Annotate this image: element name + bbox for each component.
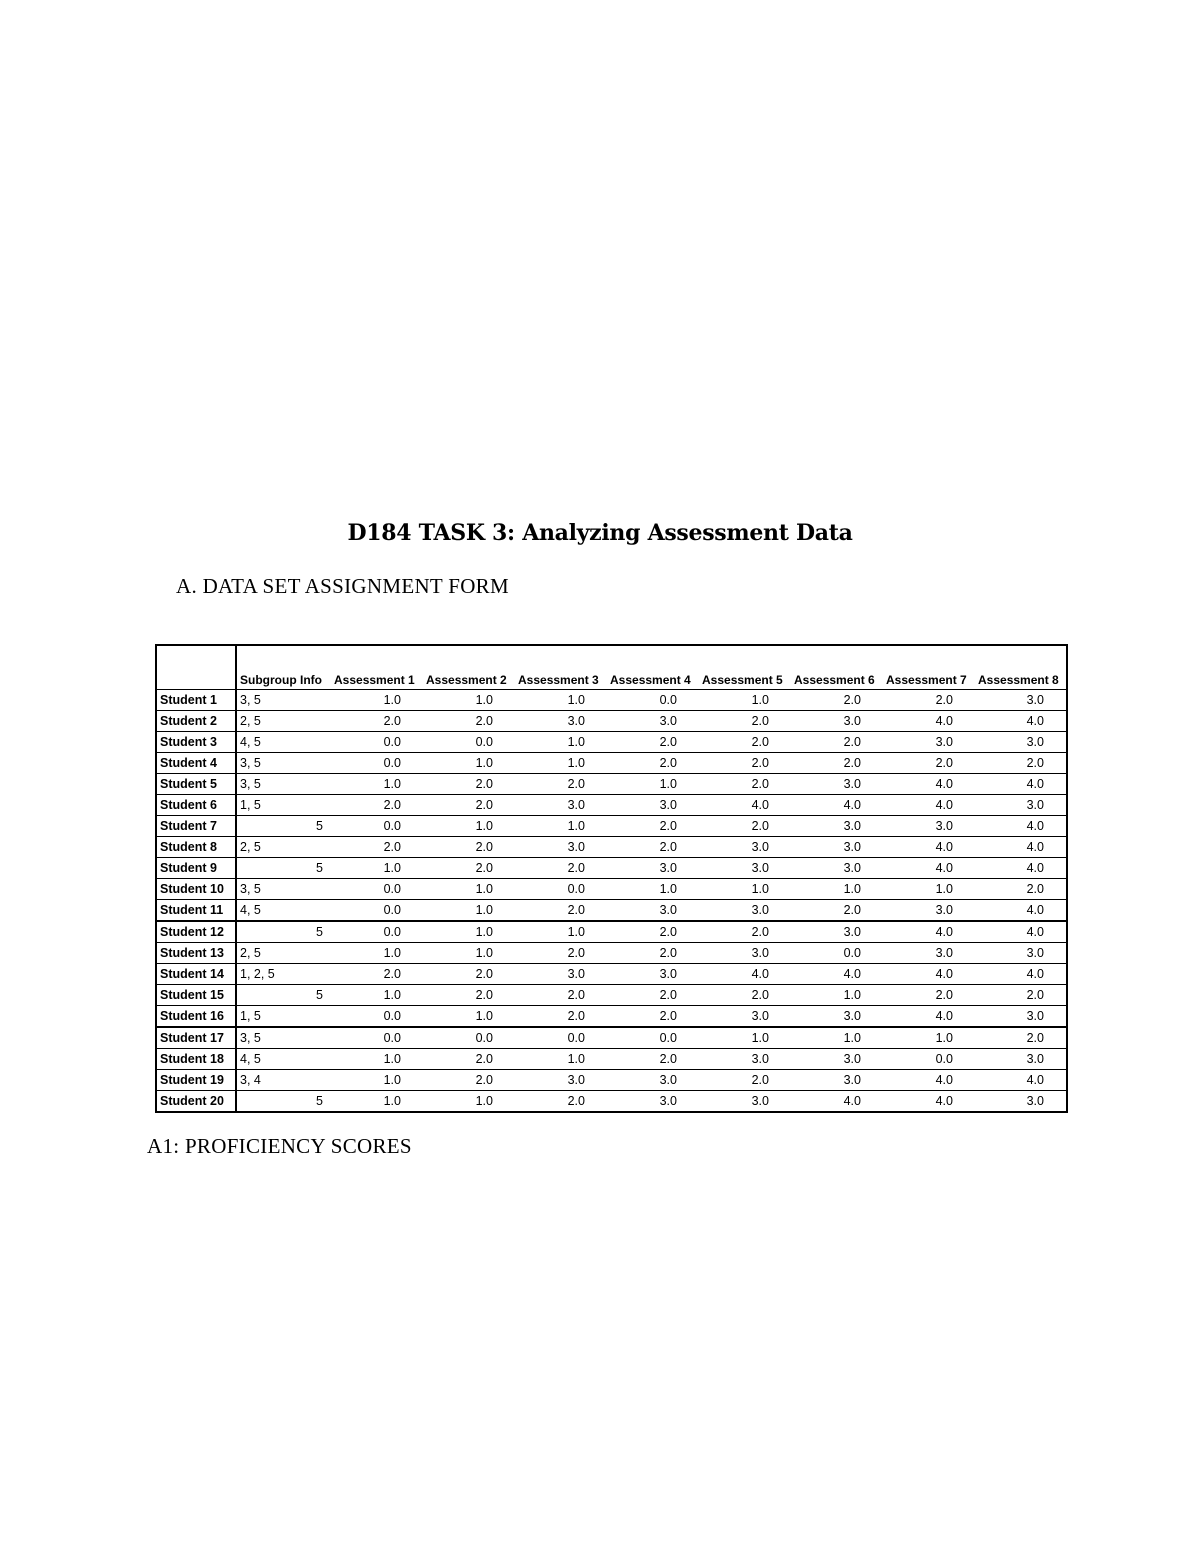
section-heading-data-set: A. DATA SET ASSIGNMENT FORM — [176, 574, 509, 598]
student-name-cell: Student 3 — [156, 732, 236, 753]
column-header: Assessment 3 — [515, 645, 607, 690]
score-cell: 1.0 — [331, 1070, 423, 1091]
score-cell: 2.0 — [607, 921, 699, 943]
table-row — [156, 711, 1067, 732]
score-cell: 0.0 — [331, 879, 423, 900]
column-header: Assessment 8 — [975, 645, 1067, 690]
column-header: Assessment 1 — [331, 645, 423, 690]
score-cell: 1.0 — [515, 816, 607, 837]
score-cell: 3.0 — [975, 690, 1067, 711]
score-cell: 3.0 — [699, 900, 791, 922]
score-cell: 2.0 — [423, 837, 515, 858]
score-cell: 2.0 — [607, 732, 699, 753]
score-cell: 1.0 — [331, 943, 423, 964]
table-row — [156, 964, 1067, 985]
score-cell: 3.0 — [699, 858, 791, 879]
score-cell: 3.0 — [975, 1006, 1067, 1028]
score-cell: 4.0 — [975, 816, 1067, 837]
score-cell: 3.0 — [791, 711, 883, 732]
student-name-cell: Student 8 — [156, 837, 236, 858]
score-cell: 2.0 — [423, 985, 515, 1006]
score-cell: 1.0 — [331, 858, 423, 879]
score-cell: 2.0 — [699, 774, 791, 795]
score-cell: 3.0 — [975, 1091, 1067, 1113]
student-name-cell: Student 19 — [156, 1070, 236, 1091]
score-cell: 0.0 — [607, 1027, 699, 1049]
table-row — [156, 774, 1067, 795]
student-name-cell: Student 11 — [156, 900, 236, 922]
score-cell: 1.0 — [699, 879, 791, 900]
table-row — [156, 985, 1067, 1006]
score-cell: 1.0 — [331, 774, 423, 795]
score-cell: 3.0 — [791, 1070, 883, 1091]
score-cell: 2.0 — [423, 858, 515, 879]
score-cell: 4.0 — [975, 900, 1067, 922]
score-cell: 2.0 — [975, 753, 1067, 774]
score-cell: 3.0 — [791, 816, 883, 837]
score-cell: 4.0 — [699, 964, 791, 985]
student-name-cell: Student 10 — [156, 879, 236, 900]
score-cell: 4.0 — [883, 774, 975, 795]
score-cell: 3.0 — [699, 1049, 791, 1070]
score-cell: 2.0 — [883, 753, 975, 774]
subgroup-cell: 3, 5 — [236, 879, 331, 900]
score-cell: 1.0 — [423, 1091, 515, 1113]
score-cell: 3.0 — [883, 900, 975, 922]
student-name-cell: Student 17 — [156, 1027, 236, 1049]
score-cell: 1.0 — [331, 690, 423, 711]
score-cell: 0.0 — [883, 1049, 975, 1070]
score-cell: 2.0 — [607, 1049, 699, 1070]
score-cell: 3.0 — [975, 732, 1067, 753]
score-cell: 1.0 — [423, 921, 515, 943]
score-cell: 2.0 — [331, 837, 423, 858]
score-cell: 1.0 — [423, 816, 515, 837]
score-cell: 3.0 — [607, 1070, 699, 1091]
score-cell: 2.0 — [791, 753, 883, 774]
score-cell: 3.0 — [791, 837, 883, 858]
score-cell: 4.0 — [883, 964, 975, 985]
score-cell: 1.0 — [515, 732, 607, 753]
score-cell: 2.0 — [331, 711, 423, 732]
subgroup-cell: 2, 5 — [236, 711, 331, 732]
score-cell: 0.0 — [331, 732, 423, 753]
table-row — [156, 1027, 1067, 1049]
score-cell: 3.0 — [699, 943, 791, 964]
score-cell: 4.0 — [699, 795, 791, 816]
score-cell: 4.0 — [975, 711, 1067, 732]
score-cell: 2.0 — [699, 732, 791, 753]
score-cell: 4.0 — [883, 858, 975, 879]
score-cell: 1.0 — [331, 1091, 423, 1113]
score-cell: 3.0 — [515, 964, 607, 985]
score-cell: 1.0 — [791, 879, 883, 900]
score-cell: 3.0 — [699, 1091, 791, 1113]
table-row — [156, 858, 1067, 879]
score-cell: 3.0 — [607, 1091, 699, 1113]
score-cell: 2.0 — [607, 1006, 699, 1028]
student-name-cell: Student 14 — [156, 964, 236, 985]
assessment-data-table — [155, 644, 1068, 1113]
table-row — [156, 816, 1067, 837]
table-header-row — [156, 645, 1067, 690]
score-cell: 3.0 — [607, 711, 699, 732]
subgroup-cell: 5 — [236, 921, 331, 943]
table-row — [156, 1006, 1067, 1028]
score-cell: 3.0 — [791, 1049, 883, 1070]
score-cell: 3.0 — [883, 816, 975, 837]
subgroup-cell: 3, 5 — [236, 1027, 331, 1049]
column-header: Subgroup Info — [236, 645, 331, 690]
score-cell: 2.0 — [883, 985, 975, 1006]
score-cell: 1.0 — [515, 1049, 607, 1070]
table-row — [156, 879, 1067, 900]
table-row — [156, 1091, 1067, 1113]
score-cell: 3.0 — [791, 921, 883, 943]
score-cell: 4.0 — [883, 711, 975, 732]
score-cell: 2.0 — [423, 795, 515, 816]
student-name-cell: Student 5 — [156, 774, 236, 795]
score-cell: 0.0 — [331, 753, 423, 774]
score-cell: 0.0 — [331, 921, 423, 943]
student-name-cell: Student 7 — [156, 816, 236, 837]
score-cell: 3.0 — [699, 837, 791, 858]
score-cell: 2.0 — [331, 964, 423, 985]
table-row — [156, 732, 1067, 753]
score-cell: 4.0 — [975, 964, 1067, 985]
column-header: Assessment 4 — [607, 645, 699, 690]
column-header: Assessment 6 — [791, 645, 883, 690]
score-cell: 1.0 — [515, 921, 607, 943]
score-cell: 2.0 — [699, 711, 791, 732]
score-cell: 2.0 — [607, 816, 699, 837]
subgroup-cell: 3, 5 — [236, 690, 331, 711]
score-cell: 4.0 — [791, 795, 883, 816]
score-cell: 2.0 — [423, 964, 515, 985]
score-cell: 3.0 — [699, 1006, 791, 1028]
score-cell: 1.0 — [699, 1027, 791, 1049]
score-cell: 2.0 — [515, 985, 607, 1006]
score-cell: 1.0 — [423, 690, 515, 711]
table-row — [156, 753, 1067, 774]
score-cell: 2.0 — [423, 711, 515, 732]
score-cell: 2.0 — [515, 943, 607, 964]
score-cell: 4.0 — [883, 1070, 975, 1091]
score-cell: 2.0 — [699, 816, 791, 837]
score-cell: 2.0 — [607, 753, 699, 774]
score-cell: 2.0 — [607, 985, 699, 1006]
student-name-cell: Student 2 — [156, 711, 236, 732]
student-name-cell: Student 18 — [156, 1049, 236, 1070]
score-cell: 2.0 — [699, 921, 791, 943]
score-cell: 0.0 — [607, 690, 699, 711]
score-cell: 2.0 — [975, 1027, 1067, 1049]
table-row — [156, 837, 1067, 858]
table-row — [156, 900, 1067, 922]
student-name-cell: Student 6 — [156, 795, 236, 816]
score-cell: 3.0 — [883, 732, 975, 753]
column-header: Assessment 5 — [699, 645, 791, 690]
score-cell: 2.0 — [791, 732, 883, 753]
student-name-cell: Student 1 — [156, 690, 236, 711]
score-cell: 0.0 — [331, 1027, 423, 1049]
score-cell: 1.0 — [423, 943, 515, 964]
score-cell: 3.0 — [515, 795, 607, 816]
score-cell: 4.0 — [883, 795, 975, 816]
score-cell: 3.0 — [607, 900, 699, 922]
subgroup-cell: 5 — [236, 985, 331, 1006]
score-cell: 4.0 — [975, 1070, 1067, 1091]
subgroup-cell: 5 — [236, 1091, 331, 1113]
score-cell: 2.0 — [515, 1091, 607, 1113]
score-cell: 1.0 — [515, 690, 607, 711]
score-cell: 2.0 — [883, 690, 975, 711]
score-cell: 0.0 — [331, 816, 423, 837]
score-cell: 2.0 — [699, 1070, 791, 1091]
column-header: Assessment 2 — [423, 645, 515, 690]
score-cell: 3.0 — [975, 1049, 1067, 1070]
score-cell: 0.0 — [331, 1006, 423, 1028]
score-cell: 4.0 — [791, 1091, 883, 1113]
subgroup-cell: 1, 2, 5 — [236, 964, 331, 985]
column-header: Assessment 7 — [883, 645, 975, 690]
score-cell: 0.0 — [423, 1027, 515, 1049]
subgroup-cell: 2, 5 — [236, 943, 331, 964]
score-cell: 2.0 — [975, 985, 1067, 1006]
score-cell: 0.0 — [515, 879, 607, 900]
score-cell: 1.0 — [423, 900, 515, 922]
score-cell: 2.0 — [331, 795, 423, 816]
score-cell: 2.0 — [423, 1049, 515, 1070]
score-cell: 3.0 — [791, 858, 883, 879]
score-cell: 0.0 — [515, 1027, 607, 1049]
score-cell: 3.0 — [515, 711, 607, 732]
score-cell: 1.0 — [607, 774, 699, 795]
score-cell: 2.0 — [699, 985, 791, 1006]
score-cell: 4.0 — [975, 774, 1067, 795]
score-cell: 1.0 — [423, 879, 515, 900]
student-name-cell: Student 15 — [156, 985, 236, 1006]
score-cell: 0.0 — [791, 943, 883, 964]
score-cell: 3.0 — [607, 858, 699, 879]
score-cell: 1.0 — [331, 1049, 423, 1070]
score-cell: 3.0 — [515, 1070, 607, 1091]
score-cell: 2.0 — [515, 858, 607, 879]
score-cell: 4.0 — [975, 837, 1067, 858]
student-name-cell: Student 13 — [156, 943, 236, 964]
table-row — [156, 690, 1067, 711]
score-cell: 4.0 — [791, 964, 883, 985]
score-cell: 1.0 — [791, 985, 883, 1006]
score-cell: 3.0 — [607, 964, 699, 985]
score-cell: 1.0 — [331, 985, 423, 1006]
table-row — [156, 1070, 1067, 1091]
score-cell: 2.0 — [515, 900, 607, 922]
score-cell: 3.0 — [975, 943, 1067, 964]
score-cell: 1.0 — [699, 690, 791, 711]
student-name-cell: Student 12 — [156, 921, 236, 943]
score-cell: 2.0 — [423, 774, 515, 795]
score-cell: 2.0 — [699, 753, 791, 774]
student-name-cell: Student 20 — [156, 1091, 236, 1113]
score-cell: 3.0 — [975, 795, 1067, 816]
score-cell: 1.0 — [423, 1006, 515, 1028]
score-cell: 2.0 — [975, 879, 1067, 900]
section-heading-proficiency-scores: A1: PROFICIENCY SCORES — [147, 1134, 412, 1158]
score-cell: 1.0 — [791, 1027, 883, 1049]
table-row — [156, 795, 1067, 816]
subgroup-cell: 4, 5 — [236, 900, 331, 922]
student-name-cell: Student 4 — [156, 753, 236, 774]
score-cell: 4.0 — [975, 858, 1067, 879]
score-cell: 2.0 — [423, 1070, 515, 1091]
student-name-cell: Student 16 — [156, 1006, 236, 1028]
score-cell: 1.0 — [607, 879, 699, 900]
score-cell: 1.0 — [423, 753, 515, 774]
score-cell: 0.0 — [423, 732, 515, 753]
score-cell: 1.0 — [515, 753, 607, 774]
subgroup-cell: 5 — [236, 858, 331, 879]
document-title: D184 TASK 3: Analyzing Assessment Data — [347, 520, 853, 546]
subgroup-cell: 4, 5 — [236, 732, 331, 753]
score-cell: 4.0 — [883, 1006, 975, 1028]
subgroup-cell: 5 — [236, 816, 331, 837]
score-cell: 2.0 — [791, 690, 883, 711]
subgroup-cell: 4, 5 — [236, 1049, 331, 1070]
score-cell: 3.0 — [791, 774, 883, 795]
score-cell: 3.0 — [515, 837, 607, 858]
score-cell: 3.0 — [607, 795, 699, 816]
score-cell: 4.0 — [975, 921, 1067, 943]
subgroup-cell: 3, 5 — [236, 753, 331, 774]
table-row — [156, 1049, 1067, 1070]
score-cell: 4.0 — [883, 1091, 975, 1113]
score-cell: 2.0 — [607, 837, 699, 858]
subgroup-cell: 1, 5 — [236, 1006, 331, 1028]
score-cell: 0.0 — [331, 900, 423, 922]
score-cell: 2.0 — [515, 1006, 607, 1028]
header-corner-cell — [156, 645, 236, 690]
subgroup-cell: 3, 5 — [236, 774, 331, 795]
score-cell: 2.0 — [515, 774, 607, 795]
score-cell: 4.0 — [883, 921, 975, 943]
score-cell: 1.0 — [883, 879, 975, 900]
score-cell: 2.0 — [607, 943, 699, 964]
student-name-cell: Student 9 — [156, 858, 236, 879]
subgroup-cell: 2, 5 — [236, 837, 331, 858]
table-row — [156, 943, 1067, 964]
score-cell: 3.0 — [791, 1006, 883, 1028]
table-row — [156, 921, 1067, 943]
score-cell: 1.0 — [883, 1027, 975, 1049]
score-cell: 3.0 — [883, 943, 975, 964]
score-cell: 2.0 — [791, 900, 883, 922]
score-cell: 4.0 — [883, 837, 975, 858]
subgroup-cell: 3, 4 — [236, 1070, 331, 1091]
subgroup-cell: 1, 5 — [236, 795, 331, 816]
